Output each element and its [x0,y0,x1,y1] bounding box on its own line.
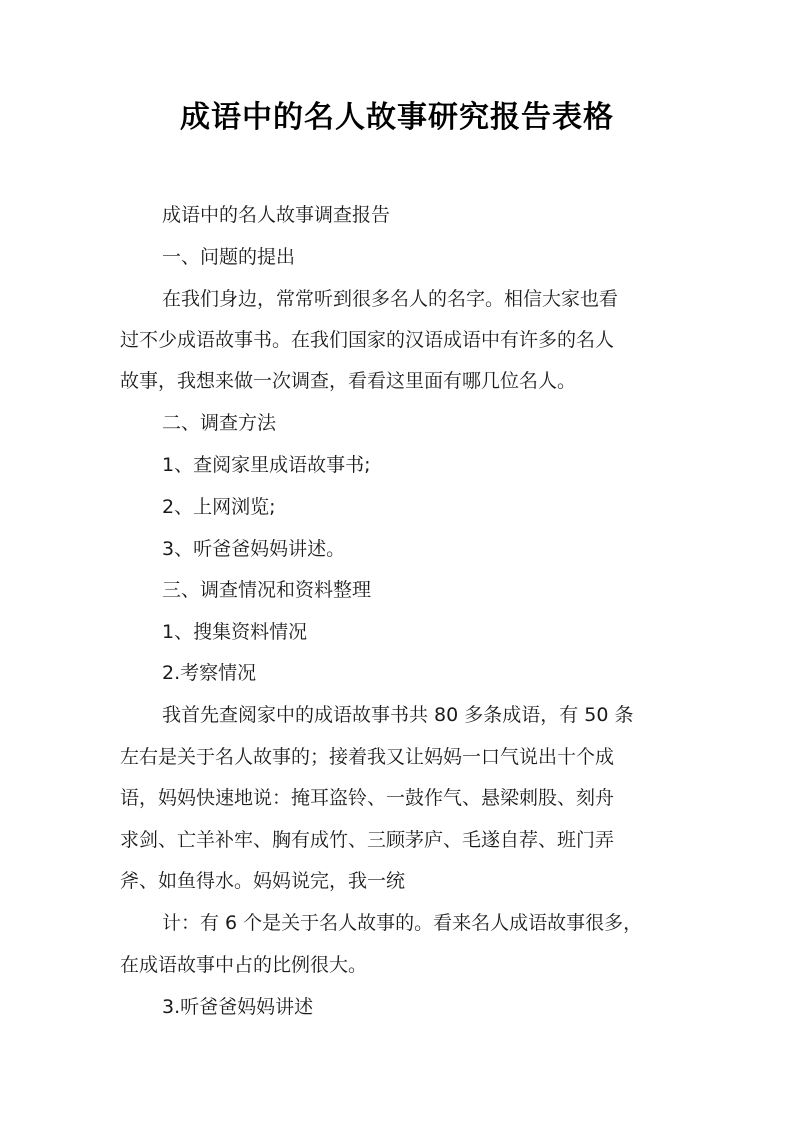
paragraph-line: 我首先查阅家中的成语故事书共 80 多条成语，有 50 条 [162,704,634,726]
paragraph-line: 过不少成语故事书。在我们国家的汉语成语中有许多的名人 [120,329,615,351]
paragraph-line: 左右是关于名人故事的；接着我又让妈妈一口气说出十个成 [120,746,615,768]
list-item: 3、听爸爸妈妈讲述。 [162,538,346,560]
paragraph-line: 故事，我想来做一次调查，看看这里面有哪几位名人。 [120,370,577,392]
section-heading-3: 三、调查情况和资料整理 [162,579,372,601]
section-heading-1: 一、问题的提出 [162,246,296,268]
subheading: 2.考察情况 [162,662,257,684]
list-item: 2、上网浏览; [162,496,276,518]
paragraph-line: 在成语故事中占的比例很大。 [120,954,368,976]
subheading: 1、搜集资料情况 [162,621,308,643]
report-heading: 成语中的名人故事调查报告 [162,204,391,226]
paragraph-line: 斧、如鱼得水。妈妈说完，我一统 [120,870,406,892]
list-item: 1、查阅家里成语故事书; [162,454,371,476]
document-title: 成语中的名人故事研究报告表格 [180,100,614,135]
paragraph-line: 求剑、亡羊补牢、胸有成竹、三顾茅庐、毛遂自荐、班门弄 [120,829,615,851]
subheading: 3.听爸爸妈妈讲述 [162,996,314,1018]
paragraph-line: 计：有 6 个是关于名人故事的。看来名人成语故事很多， [162,912,643,934]
section-heading-2: 二、调查方法 [162,412,277,434]
paragraph-line: 语，妈妈快速地说：掩耳盗铃、一鼓作气、悬梁刺股、刻舟 [120,787,615,809]
paragraph-line: 在我们身边，常常听到很多名人的名字。相信大家也看 [162,288,619,310]
